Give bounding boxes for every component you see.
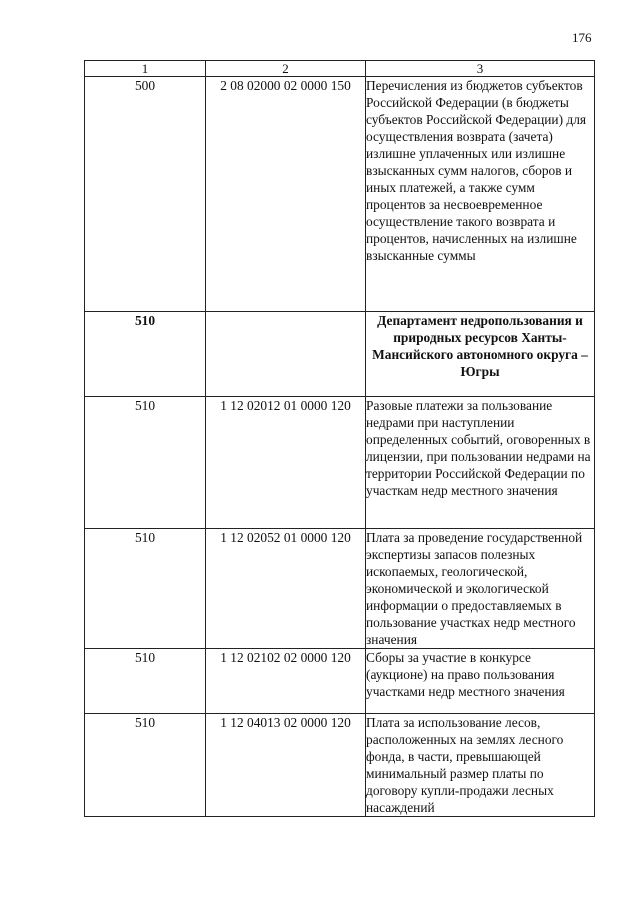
budget-codes-table (84, 60, 595, 817)
column-header-2: 2 (206, 61, 366, 77)
column-header-3: 3 (366, 61, 595, 77)
admin-code-cell: 510 (85, 714, 206, 817)
budget-code-cell: 1 12 04013 02 0000 120 (206, 714, 366, 817)
page-number: 176 (572, 30, 592, 45)
table-header (85, 61, 595, 77)
header-row (85, 61, 595, 77)
description-cell: Сборы за участие в конкурсе (аукционе) на право пользования участками недр местного значения (366, 649, 595, 714)
table-row (85, 649, 595, 714)
budget-code-cell: 2 08 02000 02 0000 150 (206, 77, 366, 312)
admin-code-cell: 510 (85, 529, 206, 649)
department-name-cell: Департамент недропользования и природных ресурсов Ханты-Мансийского автономного округа – Югры (366, 312, 595, 397)
table-row (85, 397, 595, 529)
budget-code-cell: 1 12 02012 01 0000 120 (206, 397, 366, 529)
admin-code-cell: 510 (85, 649, 206, 714)
description-cell: Перечисления из бюджетов субъектов Российской Федерации (в бюджеты субъектов Российской Федерации) для осуществления возврата (зачета) излишне уплаченных или излишне взысканных сумм налогов, сборов и иных платежей, а также сумм процентов за несвоевременное осуществление такого возврата и процентов, начисленных на излишне взысканные суммы (366, 77, 595, 312)
admin-code-cell: 500 (85, 77, 206, 312)
table-body (85, 77, 595, 817)
table-row-department (85, 312, 595, 397)
description-cell: Плата за проведение государственной экспертизы запасов полезных ископаемых, геологической, экономической и экологической информации о предоставляемых в пользование участках недр местного значения (366, 529, 595, 649)
admin-code-cell: 510 (85, 312, 206, 397)
table-row (85, 714, 595, 817)
table-row (85, 77, 595, 312)
budget-code-cell: 1 12 02052 01 0000 120 (206, 529, 366, 649)
table-row (85, 529, 595, 649)
description-cell: Плата за использование лесов, расположенных на землях лесного фонда, в части, превышающей минимальный размер платы по договору купли-продажи лесных насаждений (366, 714, 595, 817)
column-header-1: 1 (85, 61, 206, 77)
budget-code-cell: 1 12 02102 02 0000 120 (206, 649, 366, 714)
budget-code-cell (206, 312, 366, 397)
description-cell: Разовые платежи за пользование недрами при наступлении определенных событий, оговоренных в лицензии, при пользовании недрами на территории Российской Федерации по участкам недр местного значения (366, 397, 595, 529)
admin-code-cell: 510 (85, 397, 206, 529)
